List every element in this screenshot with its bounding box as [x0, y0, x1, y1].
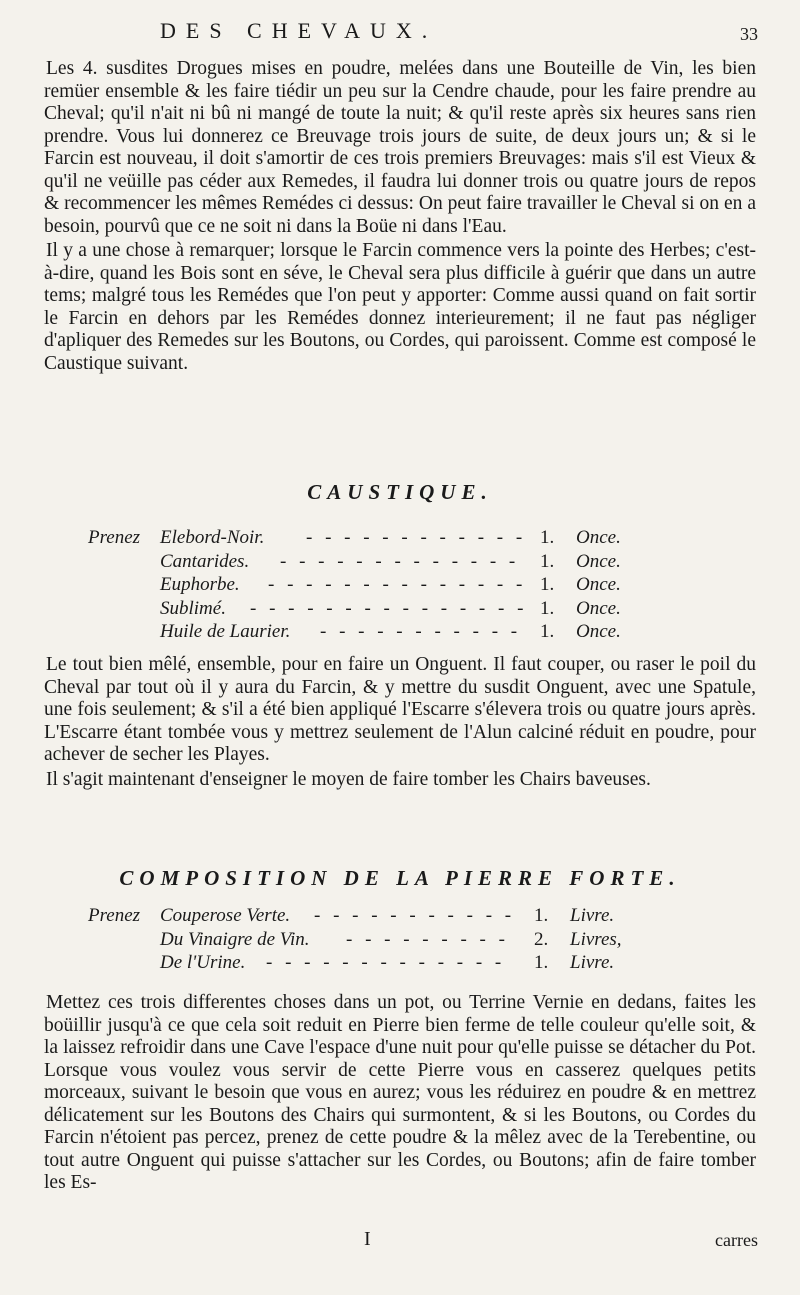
- page-footer: [0, 1228, 800, 1258]
- body-text-3: [44, 992, 756, 1195]
- body-text-1: [44, 58, 756, 375]
- recipe-prenez: Prenez: [88, 905, 141, 926]
- heading-pierre-forte: COMPOSITION DE LA PIERRE FORTE.: [119, 866, 681, 890]
- ingredient-name: De l'Urine.: [160, 952, 246, 973]
- ingredient-unit: Once.: [576, 574, 621, 595]
- ingredient-name: Cantarides.: [160, 550, 250, 572]
- signature-mark: I: [364, 1228, 371, 1250]
- ingredient-name: Euphorbe.: [160, 574, 240, 595]
- paragraph-pierre: Mettez ces trois differentes choses dans un pot, ou Terrine Vernie en dedans, faites les boüillir jusqu'à ce que cela soit reduit en Pierre bien ferme de telle couleur qu'elle soit, & la laissez refroidir dans une Cave l'espace d'une nuit pour qu'elle puisse se détacher du Pot. Lorsque vous voulez vous servir de cette Pierre vous en casserez quelques petits morceaux, suivant le besoin que vous en aurez; vous les réduirez en poudre & en mettrez délicatement sur les Boutons des Chairs qui surmontent, & si les Boutons, ou Cordes du Farcin n'étoient pas percez, prenez de cette poudre & la mêlez avec de la Terebentine, ou tout autre Onguent qui puisse s'attacher sur les Cordes, ou Boutons; afin de faire tomber les Es-: [44, 992, 756, 1193]
- recipe-pierre-forte: [88, 904, 648, 975]
- heading-caustique: CAUSTIQUE.: [307, 480, 493, 504]
- body-text-2: [44, 654, 756, 791]
- ingredient-unit: Once.: [576, 527, 621, 548]
- ingredient-qty: 1.: [540, 550, 555, 572]
- ingredient-qty: 1.: [540, 597, 555, 619]
- catchword: carres: [715, 1230, 758, 1250]
- ingredient-unit: Livres,: [570, 928, 622, 950]
- recipe-row: [88, 928, 648, 952]
- ingredient-qty: 1.: [534, 905, 549, 926]
- paragraph-onguent: Le tout bien mêlé, ensemble, pour en faire un Onguent. Il faut couper, ou raser le poil du Cheval par tout où il y aura du Farcin, & y mettre du susdit Onguent, avec une Spatule, une fois seulement; & s'il a été bien appliqué l'Escarre s'élevera trois ou quatre jours après. L'Escarre étant tombée vous y mettrez seulement de l'Alun calciné réduit en poudre, pour achever de secher les Playes.: [44, 654, 756, 765]
- recipe-row: [88, 620, 648, 644]
- leader-dashes: - - - - - - - - - - -: [314, 905, 516, 926]
- recipe-row: [88, 597, 648, 621]
- leader-dashes: - - - - - - - - -: [346, 928, 509, 950]
- ingredient-unit: Once.: [576, 550, 621, 572]
- ingredient-name: Sublimé.: [160, 597, 226, 619]
- recipe-row: [88, 904, 648, 928]
- ingredient-name: Du Vinaigre de Vin.: [160, 928, 310, 950]
- ingredient-qty: 1.: [540, 621, 555, 642]
- leader-dashes: - - - - - - - - - - - - - -: [268, 574, 527, 595]
- recipe-row: [88, 951, 648, 975]
- ingredient-unit: Once.: [576, 621, 621, 642]
- paragraph-chairs: Il s'agit maintenant d'enseigner le moyen de faire tomber les Chairs baveuses.: [46, 768, 651, 790]
- running-title: DES CHEVAUX.: [160, 18, 438, 43]
- leader-dashes: - - - - - - - - - - - - -: [266, 952, 506, 973]
- ingredient-qty: 1.: [540, 574, 555, 595]
- page-number: 33: [740, 24, 758, 44]
- leader-dashes: - - - - - - - - - - - - -: [280, 550, 520, 572]
- ingredient-name: Elebord-Noir.: [160, 527, 265, 548]
- leader-dashes: - - - - - - - - - - -: [320, 621, 522, 642]
- ingredient-name: Huile de Laurier.: [160, 621, 291, 642]
- recipe-row: [88, 526, 648, 550]
- page-header: [0, 18, 800, 48]
- recipe-prenez: Prenez: [88, 527, 141, 548]
- recipe-row: [88, 573, 648, 597]
- leader-dashes: - - - - - - - - - - - - - - -: [250, 597, 528, 619]
- recipe-caustique: [88, 526, 648, 644]
- leader-dashes: - - - - - - - - - - - -: [306, 527, 527, 548]
- ingredient-qty: 2.: [534, 928, 549, 950]
- ingredient-unit: Once.: [576, 597, 621, 619]
- ingredient-name: Couperose Verte.: [160, 905, 291, 926]
- ingredient-unit: Livre.: [570, 905, 615, 926]
- ingredient-qty: 1.: [540, 527, 555, 548]
- paragraph-remarque: Il y a une chose à remarquer; lorsque le Farcin commence vers la pointe des Herbes; c'est-à-dire, quand les Bois sont en séve, le Cheval sera plus difficile à guérir que dans un autre tems; malgré tous les Remédes que l'on peut y apporter: Comme aussi quand on fait sortir le Farcin en dehors par les Remédes donnez interieurement; il ne faut pas négliger d'apliquer des Remedes sur les Boutons, ou Cordes, qui paroissent. Comme est composé le Caustique suivant.: [44, 240, 756, 374]
- ingredient-qty: 1.: [534, 952, 549, 973]
- recipe-row: [88, 550, 648, 574]
- ingredient-unit: Livre.: [570, 952, 615, 973]
- paragraph-drogues: Les 4. susdites Drogues mises en poudre, melées dans une Bouteille de Vin, les bien remüer ensemble & les faire tiédir un peu sur la Cendre chaude, pour les faire prendre au Cheval; qu'il n'ait ni bû ni mangé de toute la nuit; & qu'il reste après six heures sans rien prendre. Vous lui donnerez ce Breuvage trois jours de suite, de deux jours un; & si le Farcin est nouveau, il doit s'amortir de ces trois premiers Breuvages: mais s'il est Vieux & qu'il ne veüille pas céder aux Remedes, il faudra lui donner trois ou quatre jours de repos & recommencer les mêmes Remédes ci dessus: On peut faire travailler le Cheval si on en a besoin, pourvû que ce ne soit ni dans la Boüe ni dans l'Eau.: [44, 58, 756, 237]
